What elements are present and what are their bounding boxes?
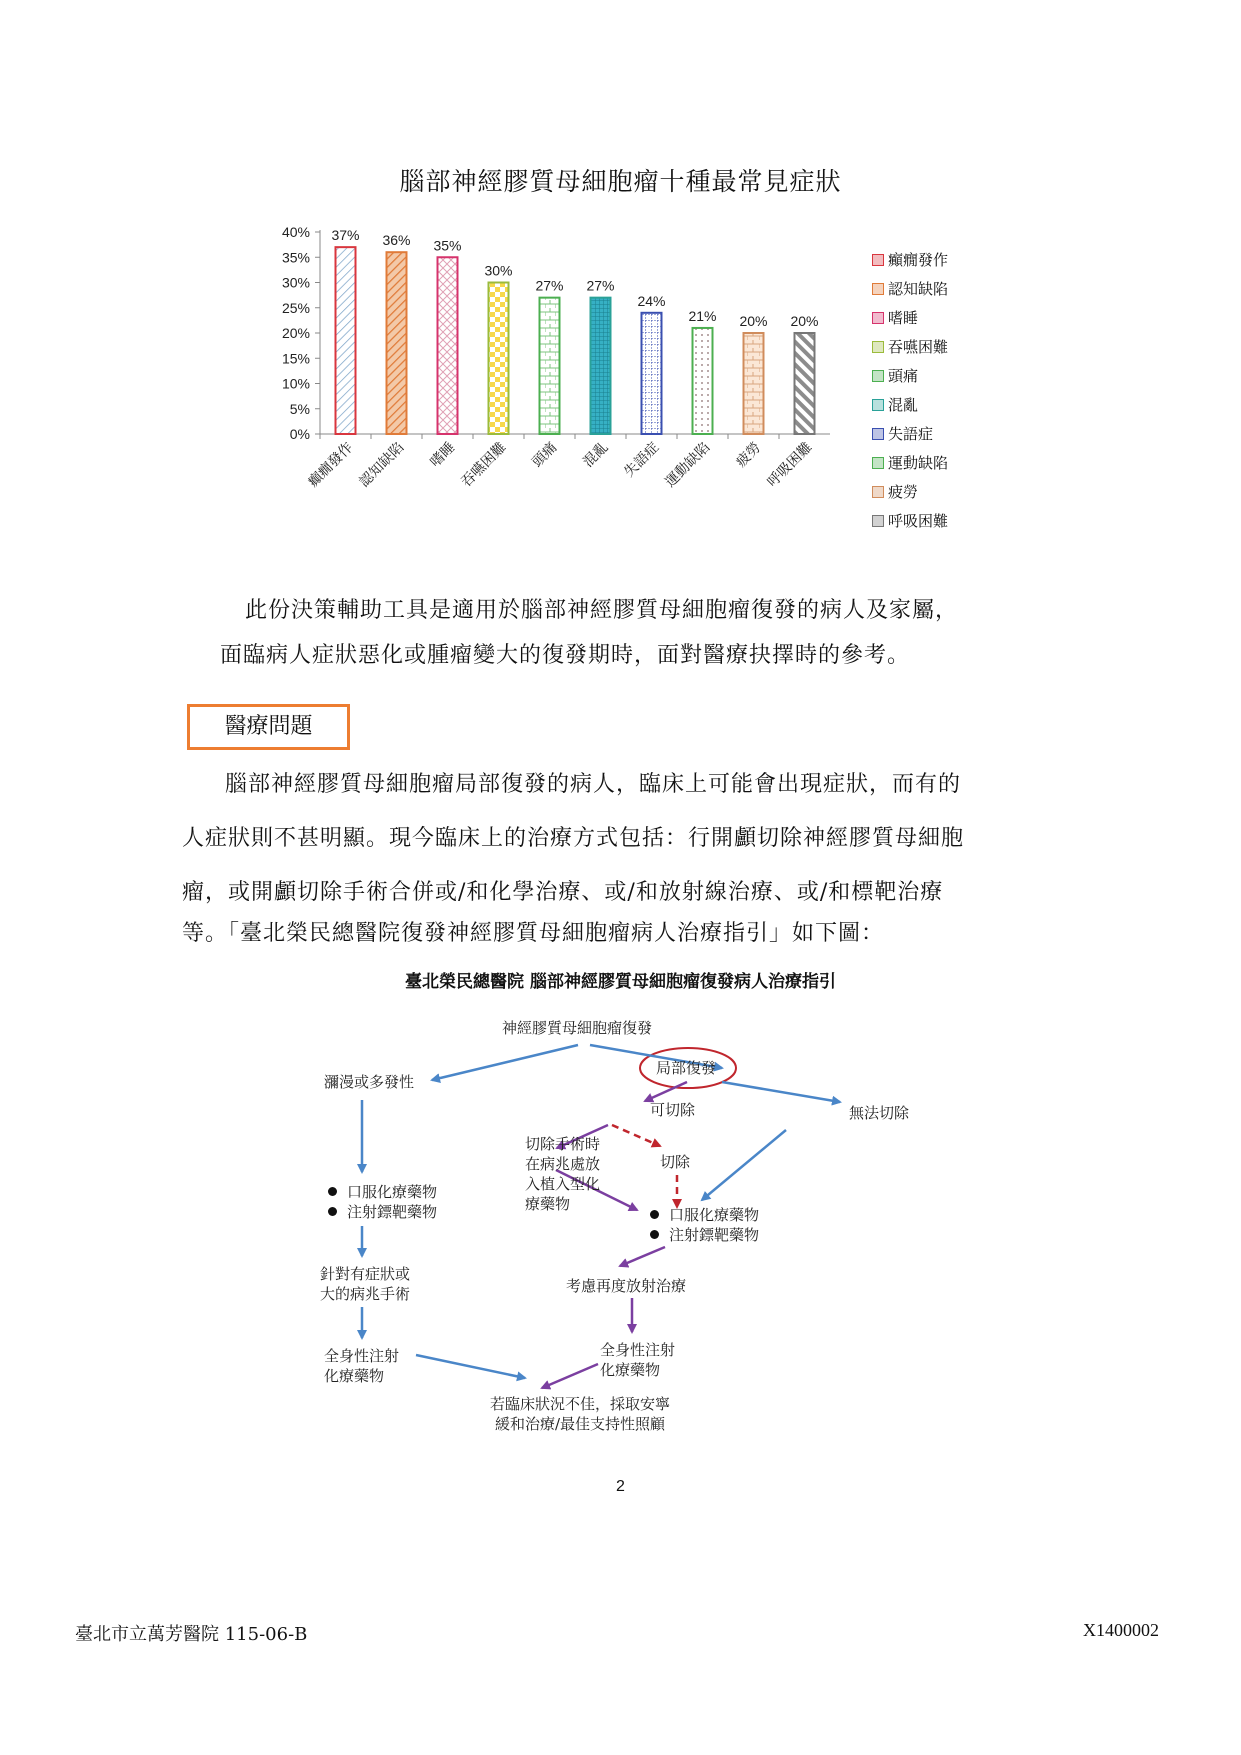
legend-swatch-icon bbox=[872, 486, 884, 498]
bar-2 bbox=[387, 252, 407, 434]
node-right-chemo bbox=[600, 1340, 675, 1380]
legend-swatch-icon bbox=[872, 312, 884, 324]
body-paragraph-line: 人症狀則不甚明顯。現今臨床上的治療方式包括：行開顱切除神經膠質母細胞 bbox=[182, 826, 965, 851]
node-recurrence: 神經膠質母細胞瘤復發 bbox=[502, 1019, 653, 1037]
bar-10 bbox=[795, 333, 815, 434]
legend-item bbox=[872, 424, 933, 444]
node-line: 針對有症狀或 bbox=[320, 1265, 411, 1283]
bar-value-label: 24% bbox=[637, 292, 666, 309]
bullet-icon bbox=[328, 1187, 337, 1196]
y-tick-label: 25% bbox=[281, 299, 310, 316]
legend-label: 認知缺陷 bbox=[888, 280, 949, 298]
symptom-bar-chart bbox=[255, 212, 855, 542]
page-number: 2 bbox=[616, 1478, 625, 1495]
arrow bbox=[432, 1045, 578, 1080]
bar-4 bbox=[489, 283, 509, 435]
category-label: 混亂 bbox=[580, 439, 612, 471]
legend-label: 呼吸困難 bbox=[888, 512, 949, 530]
node-line: 在病兆處放 bbox=[525, 1155, 601, 1173]
node-diffuse: 瀰漫或多發性 bbox=[324, 1073, 415, 1091]
legend-swatch-icon bbox=[872, 515, 884, 527]
node-line-text: 注射鏢靶藥物 bbox=[669, 1226, 760, 1244]
category-label: 失語症 bbox=[621, 439, 663, 481]
node-left-drugs bbox=[328, 1182, 437, 1222]
bar-5 bbox=[540, 298, 560, 434]
section-heading: 醫療問題 bbox=[224, 714, 313, 739]
node-reradiation: 考慮再度放射治療 bbox=[566, 1277, 687, 1295]
legend-item bbox=[872, 250, 948, 270]
legend-swatch-icon bbox=[872, 254, 884, 266]
legend-swatch-icon bbox=[872, 428, 884, 440]
y-tick-label: 10% bbox=[281, 375, 310, 392]
legend-swatch-icon bbox=[872, 341, 884, 353]
y-tick-label: 30% bbox=[281, 274, 310, 291]
y-tick-label: 20% bbox=[281, 325, 310, 341]
legend-item bbox=[872, 337, 948, 357]
node-line: 切除手術時 bbox=[525, 1135, 601, 1153]
node-line: 療藥物 bbox=[525, 1195, 571, 1213]
body-paragraph-line: 瘤，或開顱切除手術合併或/和化學治療、或/和放射線治療、或/和標靶治療 bbox=[182, 880, 944, 905]
legend-item bbox=[872, 511, 948, 531]
footer-hospital-code: 臺北市立萬芳醫院 115-06-B bbox=[75, 1624, 308, 1645]
node-symptom-surgery bbox=[320, 1264, 410, 1304]
node-line bbox=[328, 1202, 437, 1222]
y-tick-label: 40% bbox=[281, 224, 310, 240]
arrow bbox=[612, 1125, 660, 1146]
bar-value-label: 36% bbox=[382, 232, 411, 249]
bar-value-label: 21% bbox=[688, 307, 717, 324]
bar-value-label: 20% bbox=[790, 313, 819, 329]
category-label: 呼吸困難 bbox=[764, 439, 816, 491]
category-label: 運動缺陷 bbox=[662, 439, 714, 491]
legend-item bbox=[872, 279, 948, 299]
node-line bbox=[328, 1182, 437, 1202]
bar-value-label: 27% bbox=[586, 277, 615, 294]
bullet-icon bbox=[650, 1210, 659, 1219]
category-label: 認知缺陷 bbox=[356, 439, 408, 491]
node-line: 入植入型化 bbox=[525, 1175, 601, 1193]
bar-6 bbox=[591, 298, 611, 434]
node-line: 化療藥物 bbox=[600, 1361, 661, 1379]
bullet-icon bbox=[650, 1230, 659, 1239]
node-unresectable: 無法切除 bbox=[849, 1104, 910, 1122]
bar-value-label: 30% bbox=[484, 262, 513, 279]
node-left-chemo bbox=[324, 1346, 399, 1386]
legend-label: 混亂 bbox=[888, 396, 919, 414]
legend-label: 失語症 bbox=[888, 425, 934, 443]
bar-value-label: 27% bbox=[535, 277, 564, 294]
bar-value-label: 37% bbox=[331, 227, 360, 244]
legend-item bbox=[872, 366, 918, 386]
legend-label: 頭痛 bbox=[888, 367, 919, 385]
footer-document-id: X1400002 bbox=[1083, 1620, 1159, 1640]
legend-item bbox=[872, 453, 948, 473]
legend-swatch-icon bbox=[872, 457, 884, 469]
legend-swatch-icon bbox=[872, 283, 884, 295]
node-line-text: 口服化療藥物 bbox=[669, 1206, 760, 1224]
bar-value-label: 35% bbox=[433, 237, 462, 254]
node-line-text: 口服化療藥物 bbox=[347, 1183, 438, 1201]
body-paragraph-line: 等。「臺北榮民總醫院復發神經膠質母細胞瘤病人治療指引」如下圖： bbox=[182, 921, 885, 946]
legend-item bbox=[872, 482, 918, 502]
legend-label: 嗜睡 bbox=[888, 309, 919, 327]
node-surgery-implant bbox=[525, 1134, 600, 1214]
bar-value-label: 20% bbox=[739, 313, 768, 329]
y-tick-label: 5% bbox=[289, 400, 310, 417]
treatment-flowchart bbox=[320, 1010, 940, 1450]
category-label: 癲癇發作 bbox=[305, 439, 357, 491]
node-line bbox=[650, 1225, 759, 1245]
category-label: 頭痛 bbox=[529, 439, 561, 471]
legend-label: 癲癇發作 bbox=[888, 251, 949, 269]
node-line: 化療藥物 bbox=[324, 1367, 385, 1385]
arrow bbox=[620, 1247, 665, 1266]
node-line: 大的病兆手術 bbox=[320, 1285, 411, 1303]
node-right-drugs bbox=[650, 1205, 759, 1245]
legend-label: 運動缺陷 bbox=[888, 454, 949, 472]
node-local-recurrence: 局部復發 bbox=[656, 1059, 717, 1077]
legend-item bbox=[872, 308, 918, 328]
legend-label: 吞嚥困難 bbox=[888, 338, 949, 356]
node-resectable: 可切除 bbox=[650, 1101, 696, 1119]
bar-8 bbox=[693, 328, 713, 434]
arrow bbox=[722, 1082, 840, 1102]
node-line bbox=[650, 1205, 759, 1225]
chart-title: 腦部神經膠質母細胞瘤十種最常見症狀 bbox=[399, 167, 842, 196]
node-palliative bbox=[480, 1394, 680, 1434]
category-label: 疲勞 bbox=[733, 439, 765, 471]
node-line: 全身性注射 bbox=[324, 1347, 400, 1365]
node-line: 緩和治療/最佳支持性照顧 bbox=[494, 1415, 666, 1433]
node-line: 全身性注射 bbox=[600, 1341, 676, 1359]
node-line: 若臨床狀況不佳，採取安寧 bbox=[489, 1395, 670, 1413]
bar-3 bbox=[438, 257, 458, 434]
bar-7 bbox=[642, 313, 662, 434]
flowchart-title: 臺北榮民總醫院 腦部神經膠質母細胞瘤復發病人治療指引 bbox=[405, 972, 836, 992]
arrow bbox=[416, 1355, 525, 1378]
intro-paragraph-line: 此份決策輔助工具是適用於腦部神經膠質母細胞瘤復發的病人及家屬， bbox=[245, 598, 959, 623]
node-resection: 切除 bbox=[660, 1153, 691, 1171]
legend-label: 疲勞 bbox=[888, 483, 919, 501]
bar-1 bbox=[336, 247, 356, 434]
body-paragraph-line: 腦部神經膠質母細胞瘤局部復發的病人，臨床上可能會出現症狀，而有的 bbox=[225, 772, 962, 797]
bullet-icon bbox=[328, 1207, 337, 1216]
category-label: 嗜睡 bbox=[427, 439, 459, 471]
arrow bbox=[702, 1130, 786, 1200]
arrow bbox=[542, 1364, 598, 1388]
y-tick-label: 35% bbox=[281, 249, 310, 266]
y-tick-label: 0% bbox=[289, 426, 310, 442]
y-tick-label: 15% bbox=[281, 350, 310, 367]
bar-9 bbox=[744, 333, 764, 434]
legend-item bbox=[872, 395, 918, 415]
category-label: 吞嚥困難 bbox=[458, 439, 510, 491]
node-line-text: 注射鏢靶藥物 bbox=[347, 1203, 438, 1221]
legend-swatch-icon bbox=[872, 370, 884, 382]
legend-swatch-icon bbox=[872, 399, 884, 411]
intro-paragraph-line: 面臨病人症狀惡化或腫瘤變大的復發期時，面對醫療抉擇時的參考。 bbox=[220, 643, 911, 668]
